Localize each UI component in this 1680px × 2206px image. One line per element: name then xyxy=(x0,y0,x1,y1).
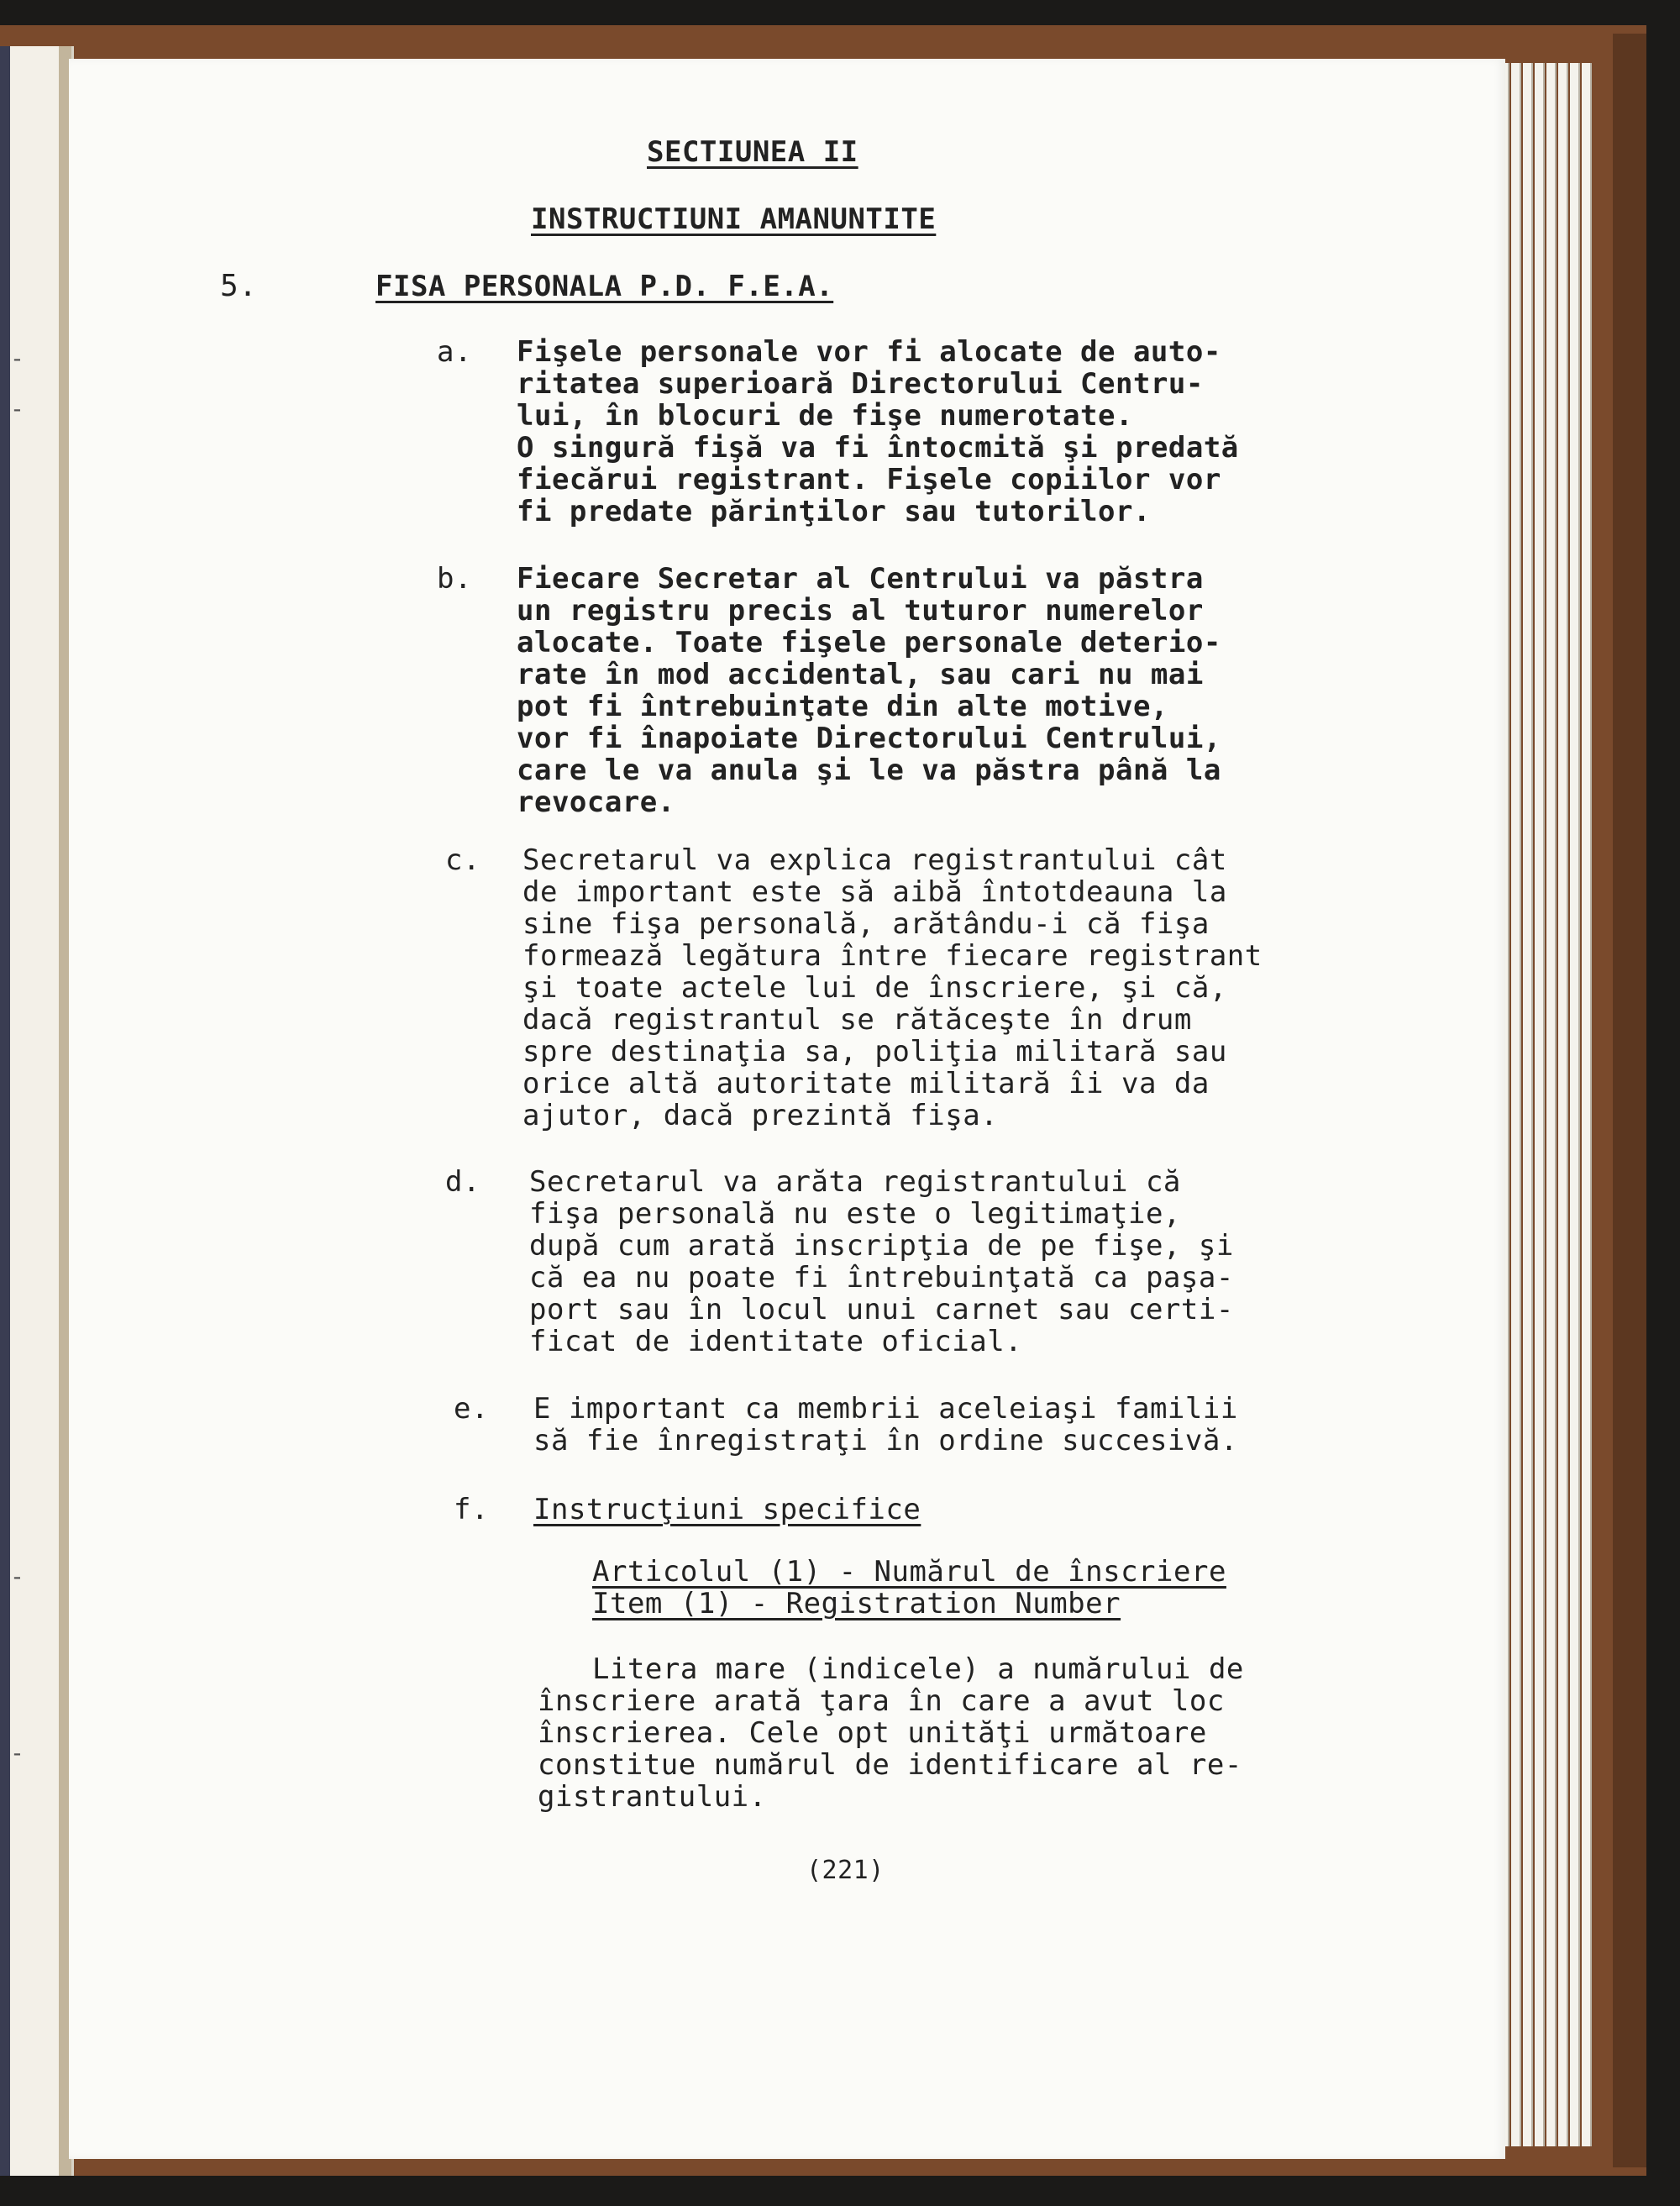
item-marker: c. xyxy=(445,843,480,877)
paragraph-line: înscrierea. Cele opt unităţi următoare xyxy=(538,1716,1207,1750)
section-title: SECTIUNEA II xyxy=(647,135,858,169)
margin-mark: - xyxy=(10,395,24,423)
item-line: spre destinaţia sa, poliţia militară sau xyxy=(522,1035,1227,1069)
item-line: formează legătura între fiecare registrant xyxy=(522,939,1263,973)
item-line: lui, în blocuri de fişe numerotate. xyxy=(517,399,1133,433)
margin-mark: - xyxy=(10,1739,24,1767)
item-line: dacă registrantul se rătăceşte în drum xyxy=(522,1003,1192,1037)
page-number: (221) xyxy=(806,1856,885,1885)
item-marker: d. xyxy=(445,1165,480,1199)
item-line: Secretarul va explica registrantului cât xyxy=(522,843,1227,877)
item-line: care le va anula şi le va păstra până la xyxy=(517,754,1221,787)
item-marker: e. xyxy=(454,1392,489,1426)
item-line: şi toate actele lui de înscriere, şi că, xyxy=(522,971,1227,1005)
item-line: Fiecare Secretar al Centrului va păstra xyxy=(517,562,1204,596)
item-line: ficat de identitate oficial. xyxy=(529,1325,1023,1358)
item-line: ritatea superioară Directorului Centru- xyxy=(517,367,1204,401)
article-heading-english: Item (1) - Registration Number xyxy=(592,1587,1121,1620)
item-line: că ea nu poate fi întrebuinţată ca paşa- xyxy=(529,1261,1234,1295)
point-title: FISA PERSONALA P.D. F.E.A. xyxy=(375,270,834,303)
item-line: revocare. xyxy=(517,785,675,819)
item-line: de important este să aibă întotdeauna la xyxy=(522,875,1227,909)
point-number: 5. xyxy=(220,269,258,303)
item-line: un registru precis al tuturor numerelor xyxy=(517,594,1204,628)
item-line: Fişele personale vor fi alocate de auto- xyxy=(517,335,1221,369)
left-cover-sliver xyxy=(0,46,10,2176)
item-line: vor fi înapoiate Directorului Centrului, xyxy=(517,722,1221,755)
margin-mark: - xyxy=(10,1563,24,1590)
document-page xyxy=(69,59,1505,2159)
item-marker: f. xyxy=(454,1493,489,1526)
item-line: orice altă autoritate militară îi va da xyxy=(522,1067,1210,1100)
item-line: pot fi întrebuinţate din alte motive, xyxy=(517,690,1168,723)
paragraph-line: Litera mare (indicele) a numărului de xyxy=(592,1652,1244,1686)
item-marker: b. xyxy=(437,562,472,596)
specific-instructions-heading: Instrucţiuni specifice xyxy=(533,1493,921,1526)
item-line: ajutor, dacă prezintă fişa. xyxy=(522,1099,999,1132)
item-line: Secretarul va arăta registrantului că xyxy=(529,1165,1181,1199)
item-line: alocate. Toate fişele personale deterio- xyxy=(517,626,1221,659)
paragraph-line: înscriere arată ţara în care a avut loc xyxy=(538,1684,1225,1718)
page-subtitle: INSTRUCTIUNI AMANUNTITE xyxy=(531,202,937,236)
paragraph-line: gistrantului. xyxy=(538,1780,767,1814)
item-line: fi predate părinţilor sau tutorilor. xyxy=(517,495,1151,528)
page-edge-stack xyxy=(1499,63,1600,2146)
item-line: sine fişa personală, arătându-i că fişa xyxy=(522,907,1210,941)
item-line: rate în mod accidental, sau cari nu mai xyxy=(517,658,1204,691)
item-line: port sau în locul unui carnet sau certi- xyxy=(529,1293,1234,1326)
binder-edge xyxy=(1613,34,1646,2167)
item-line: fişa personală nu este o legitimaţie, xyxy=(529,1197,1181,1231)
item-marker: a. xyxy=(437,335,472,369)
item-line: O singură fişă va fi întocmită şi predată xyxy=(517,431,1239,465)
paragraph-line: constitue numărul de identificare al re- xyxy=(538,1748,1242,1782)
article-heading: Articolul (1) - Numărul de înscriere xyxy=(592,1555,1226,1589)
item-line: fiecărui registrant. Fişele copiilor vor xyxy=(517,463,1221,496)
item-line: E important ca membrii aceleiaşi familii xyxy=(533,1392,1238,1426)
item-line: după cum arată inscripţia de pe fişe, şi xyxy=(529,1229,1234,1263)
margin-mark: - xyxy=(10,344,24,372)
item-line: să fie înregistraţi în ordine succesivă. xyxy=(533,1424,1238,1458)
